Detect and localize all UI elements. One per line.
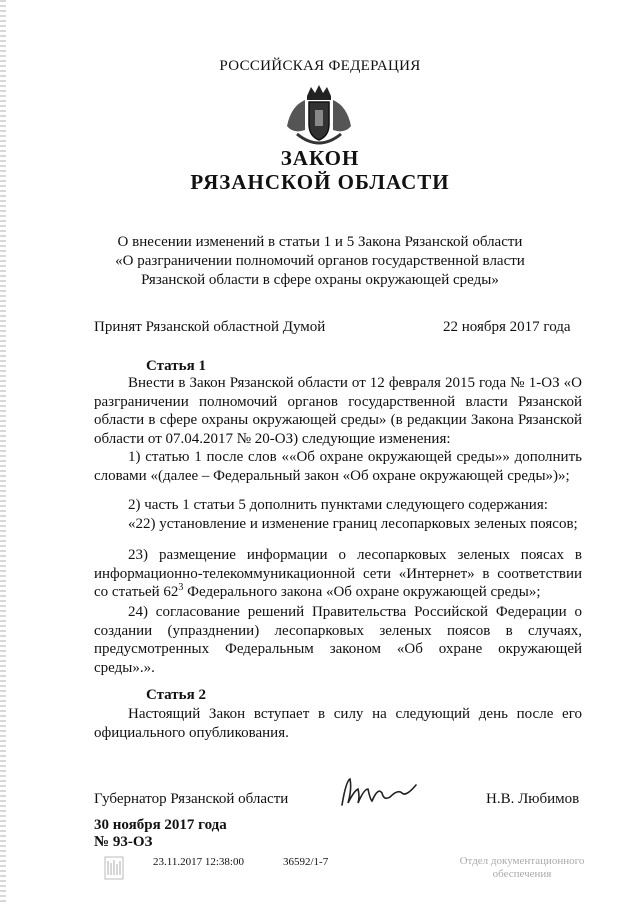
- handwritten-signature: [338, 775, 420, 811]
- adopted-by: Принят Рязанской областной Думой: [94, 319, 326, 335]
- registration-id: 36592/1-7: [283, 856, 329, 868]
- article-1-intro: Внести в Закон Рязанской области от 12 февраля 2015 года № 1-ОЗ «О разграничении полномочий органов государственной власти Рязанской области в сфере охраны окружающей среды» (в редакции Закона Рязанской области от 07.04.2017 № 20-ОЗ) следующие изменения:: [94, 375, 582, 447]
- article-1-point-23: [94, 546, 582, 602]
- article-2-text: Настоящий Закон вступает в силу на следующий день после его официального опубликования.: [94, 706, 582, 741]
- department-stamp-line1: Отдел документационного: [459, 855, 585, 867]
- scan-edge: [0, 0, 6, 905]
- law-title-line2: РЯЗАНСКОЙ ОБЛАСТИ: [190, 170, 450, 194]
- registration-timestamp: 23.11.2017 12:38:00: [153, 856, 244, 868]
- barcode-stamp-icon: [103, 855, 125, 881]
- country-header: РОССИЙСКАЯ ФЕДЕРАЦИЯ: [219, 58, 421, 74]
- point-23-text: 23) размещение информации о лесопарковых зеленых поясах в информационно-телекоммуникационной сети «Интернет» в соответствии со статьей 62: [94, 547, 582, 601]
- article-1-heading: Статья 1: [146, 358, 206, 374]
- subject-line-1: О внесении изменений в статьи 1 и 5 Закона Рязанской области: [117, 234, 523, 250]
- signatory-name: Н.В. Любимов: [486, 791, 580, 807]
- adopted-date: 22 ноября 2017 года: [443, 319, 571, 335]
- article-1-point-24: 24) согласование решений Правительства Российской Федерации о создании (упразднении) лесопарковых зеленых поясов в случаях, предусмотренных Федеральным законом «Об охране окружающей среды».».: [94, 604, 582, 676]
- department-stamp-line2: обеспечения: [492, 868, 552, 880]
- article-1-point-22: «22) установление и изменение границ лесопарковых зеленых поясов;: [128, 516, 578, 532]
- article-1-item-2: 2) часть 1 статьи 5 дополнить пунктами следующего содержания:: [128, 497, 548, 513]
- subject-line-3: Рязанской области в сфере охраны окружающей среды»: [141, 272, 499, 288]
- signatory-title: Губернатор Рязанской области: [94, 791, 289, 807]
- subject-line-2: «О разграничении полномочий органов государственной власти: [115, 253, 525, 269]
- law-number: № 93-ОЗ: [94, 834, 153, 850]
- law-title-line1: ЗАКОН: [280, 146, 360, 170]
- coat-of-arms-icon: [283, 82, 355, 152]
- article-1-item-1: 1) статью 1 после слов ««Об охране окружающей среды»» дополнить словами «(далее – Федеральный закон «Об охране окружающей среды»)»;: [94, 449, 582, 484]
- point-23-text-end: Федерального закона «Об охране окружающей среды»;: [183, 584, 541, 601]
- signing-date: 30 ноября 2017 года: [94, 817, 227, 833]
- article-2-heading: Статья 2: [146, 687, 206, 703]
- point-23-superscript: 3: [178, 582, 184, 594]
